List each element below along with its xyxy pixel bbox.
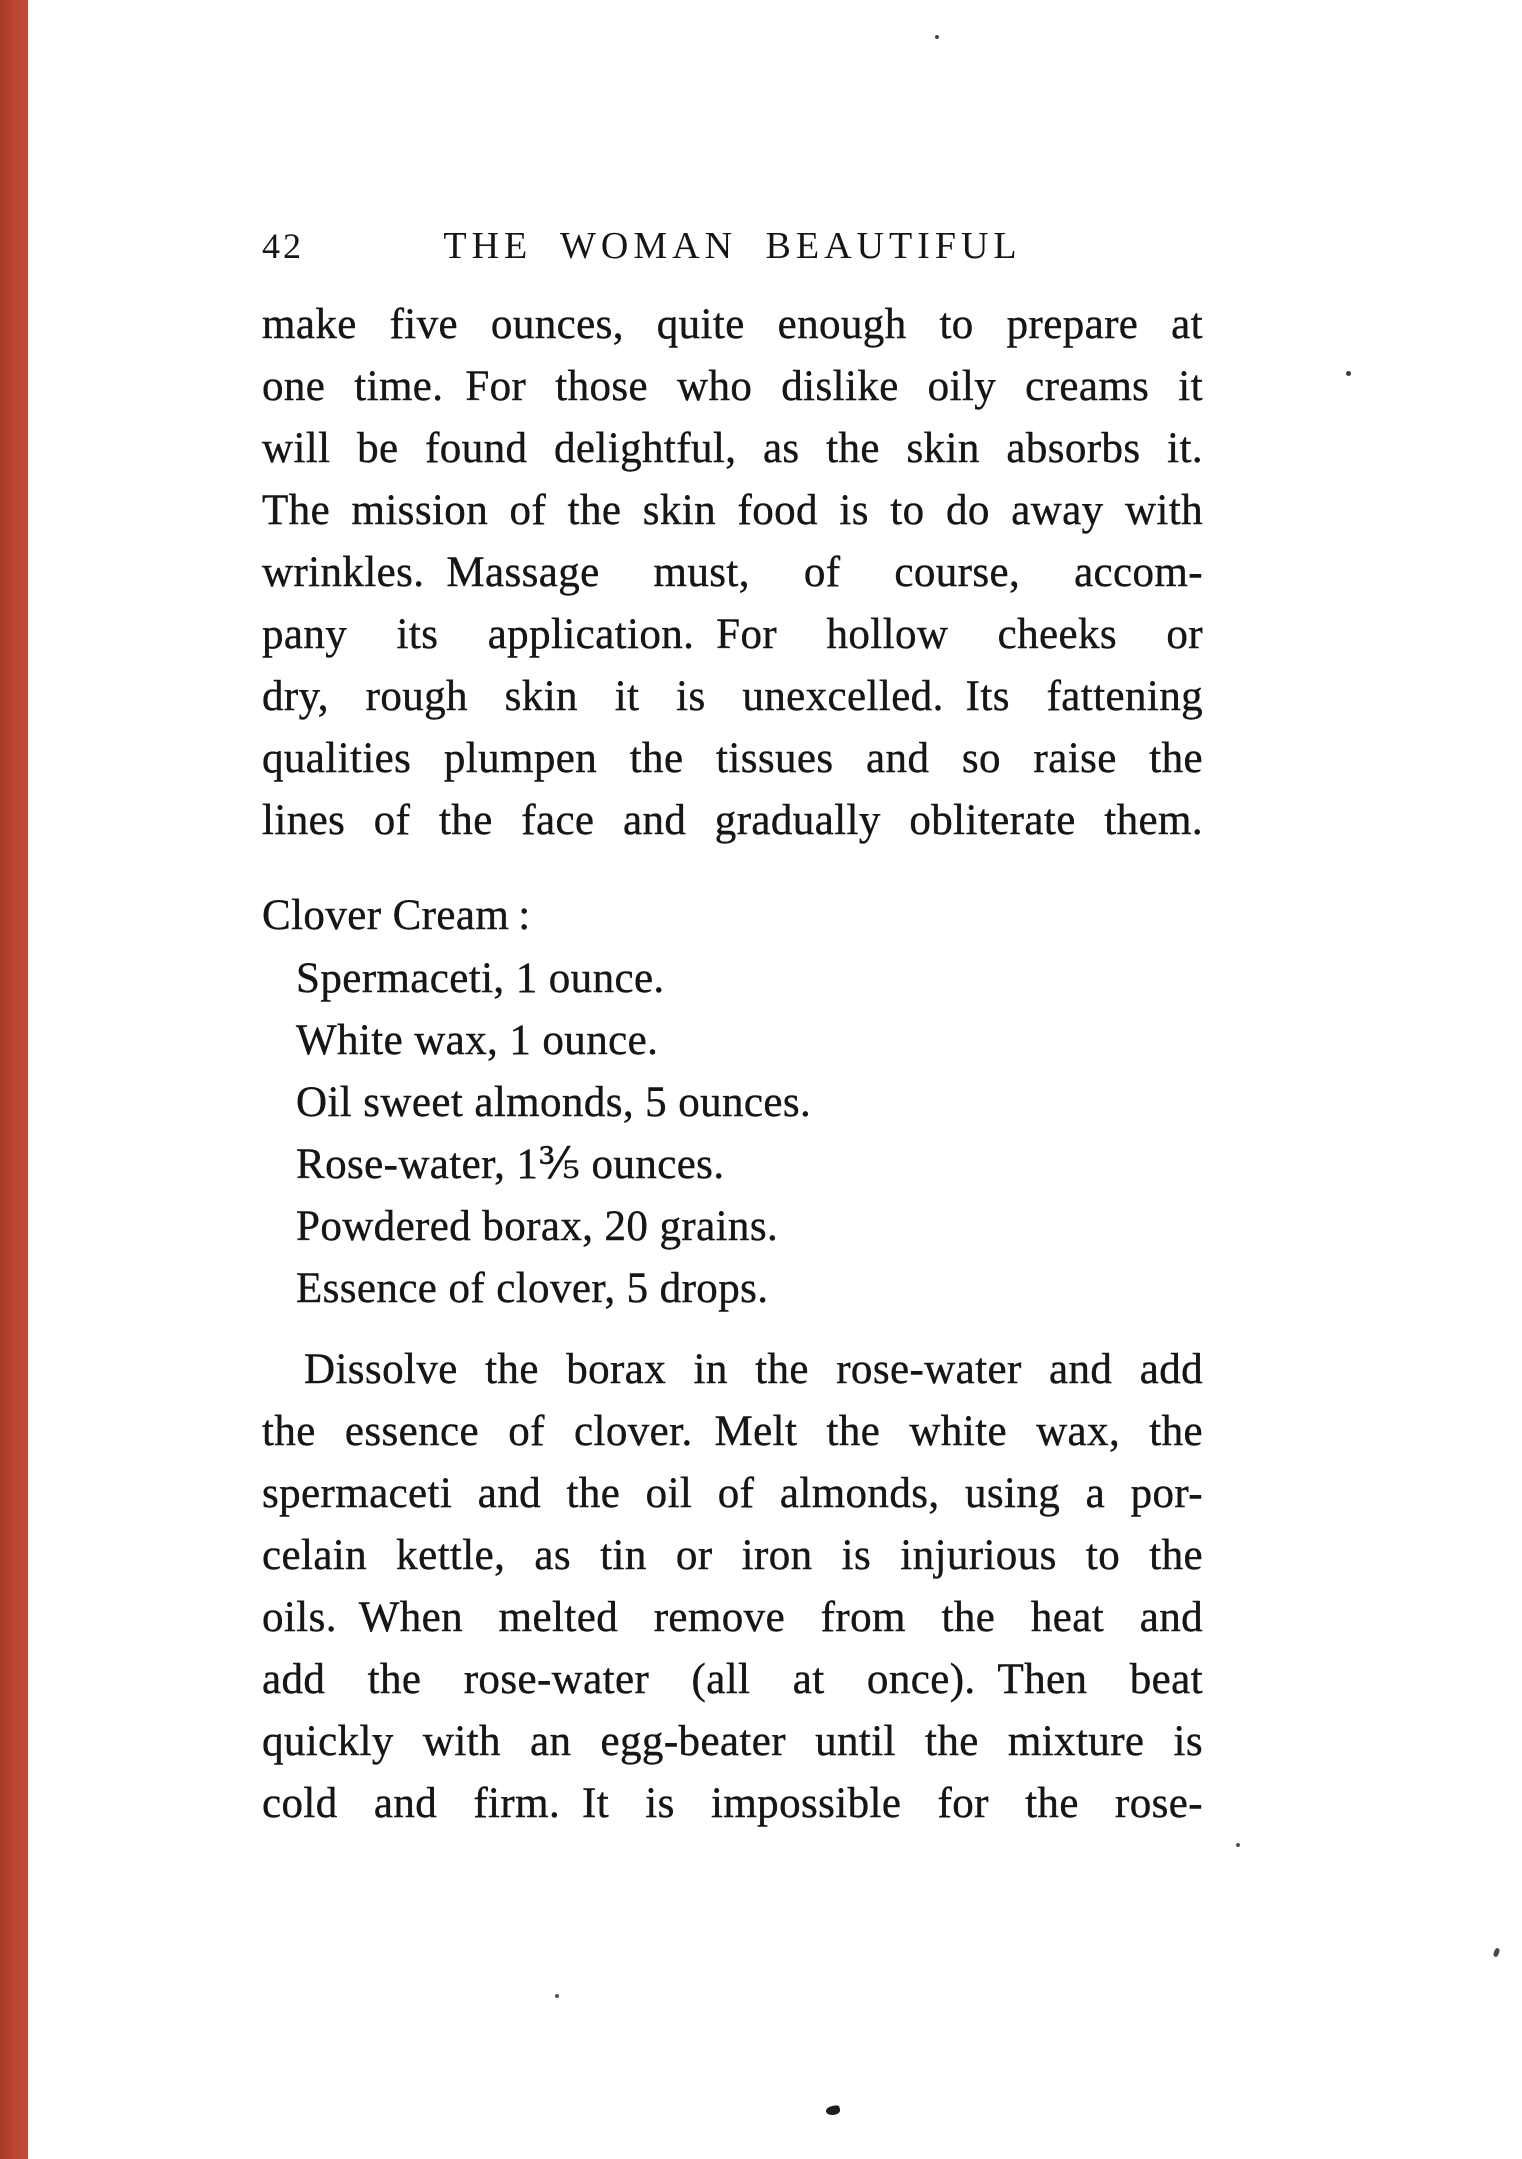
recipe-ingredients <box>262 948 1203 1320</box>
text-line: pany its application. For hollow cheeks or <box>262 611 1203 658</box>
text-line: dry, rough skin it is unexcelled. Its fattening <box>262 673 1203 720</box>
text-line: Essence of clover, 5 drops. <box>296 1265 769 1312</box>
text-line: the essence of clover. Melt the white wax, the <box>262 1408 1203 1455</box>
text-line: quickly with an egg-beater until the mixture is <box>262 1718 1203 1765</box>
text-line: add the rose-water (all at once). Then beat <box>262 1656 1203 1703</box>
text-line: White wax, 1 ounce. <box>296 1017 659 1064</box>
text-line: Rose-water, 1⅗ ounces. <box>296 1141 725 1188</box>
page-number: 42 <box>262 226 304 266</box>
ink-speck <box>935 35 939 39</box>
text-line: lines of the face and gradually obliterate them. <box>262 797 1203 844</box>
page-content <box>262 0 1203 2159</box>
ink-speck <box>555 1994 559 1998</box>
ink-speck <box>1493 1947 1501 1957</box>
text-line: cold and firm. It is impossible for the rose- <box>262 1780 1203 1827</box>
text-line: Oil sweet almonds, 5 ounces. <box>296 1079 812 1126</box>
book-edge-stripe <box>0 0 28 2159</box>
text-line: Spermaceti, 1 ounce. <box>296 955 665 1002</box>
text-line: Powdered borax, 20 grains. <box>296 1203 779 1250</box>
running-title: THE WOMAN BEAUTIFUL <box>443 225 1022 267</box>
text-line: oils. When melted remove from the heat and <box>262 1594 1203 1641</box>
text-line: make five ounces, quite enough to prepare at <box>262 301 1203 348</box>
recipe-heading: Clover Cream : <box>262 892 531 939</box>
text-line: wrinkles. Massage must, of course, accom- <box>262 549 1203 596</box>
page-header <box>262 222 1203 270</box>
ink-speck <box>1346 371 1351 376</box>
ink-speck <box>1236 1843 1240 1847</box>
text-line: qualities plumpen the tissues and so raise the <box>262 735 1203 782</box>
text-line: The mission of the skin food is to do away with <box>262 487 1203 534</box>
paragraph-2 <box>262 1339 1203 1835</box>
text-line: celain kettle, as tin or iron is injurious to the <box>262 1532 1203 1579</box>
text-line: will be found delightful, as the skin absorbs it. <box>262 425 1203 472</box>
text-line: one time. For those who dislike oily creams it <box>262 363 1203 410</box>
text-line: spermaceti and the oil of almonds, using a por- <box>262 1470 1203 1517</box>
text-line: Dissolve the borax in the rose-water and add <box>304 1346 1203 1393</box>
paragraph-1 <box>262 294 1203 852</box>
